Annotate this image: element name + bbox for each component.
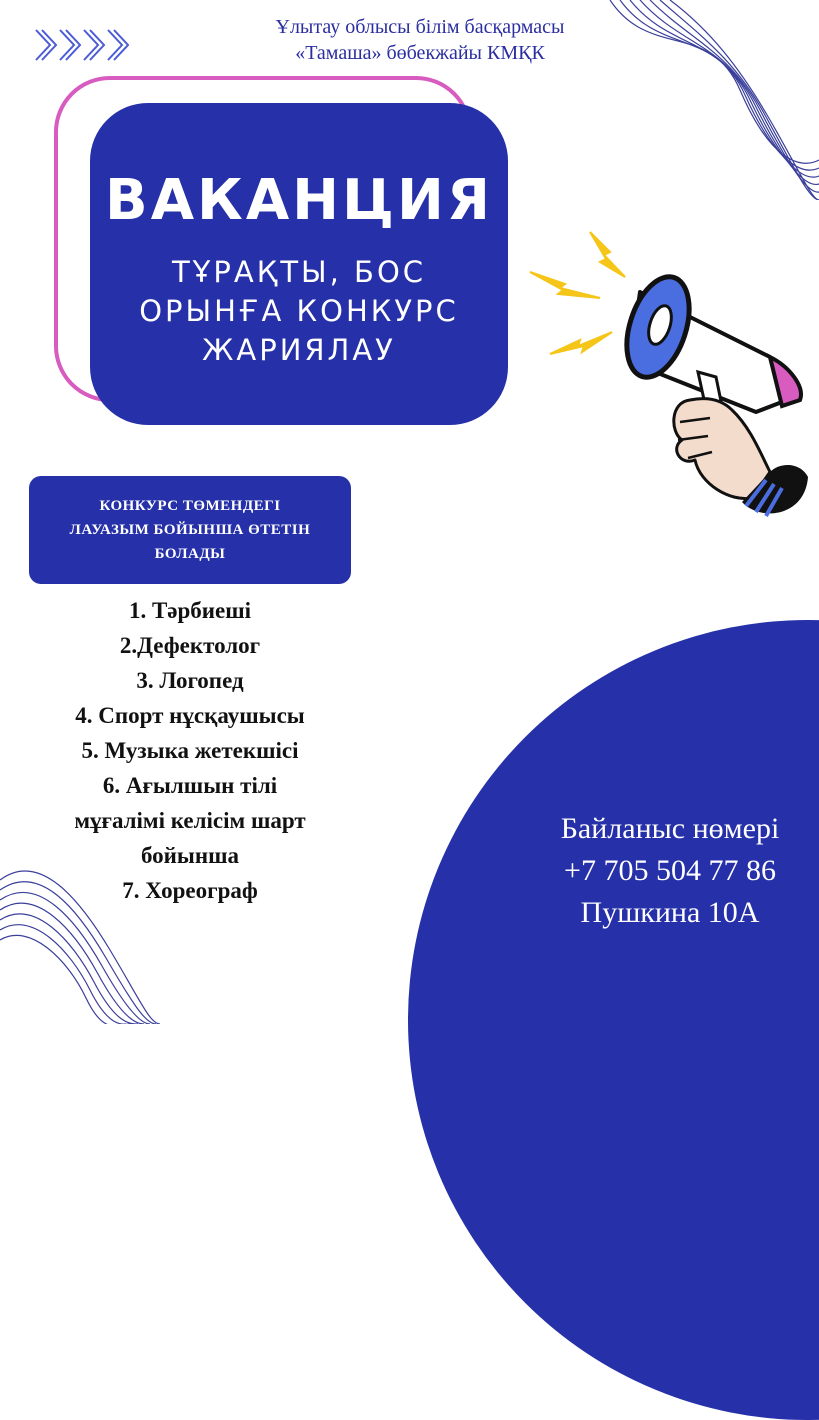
positions-header-line-3: БОЛАДЫ <box>154 546 226 562</box>
wave-lines-bottom-left <box>0 840 160 1024</box>
position-item: бойынша <box>140 843 240 868</box>
organization-name-line-2: «Тамаша» бөбекжайы КМҚК <box>295 42 545 64</box>
position-item: мұғалімі келісім шарт <box>74 808 306 833</box>
positions-header-line-1: КОНКУРС ТӨМЕНДЕГІ <box>99 498 281 514</box>
vacancy-title: ВАКАНЦИЯ <box>105 168 493 233</box>
position-item: 2.Дефектолог <box>119 633 261 658</box>
contact-label: Байланыс нөмері <box>560 812 780 845</box>
contact-phone: +7 705 504 77 86 <box>564 854 776 887</box>
banner-subtitle-line-1: ТҰРАҚТЫ, БОС <box>171 255 427 289</box>
position-item: 7. Хореограф <box>122 878 258 903</box>
position-item: 5. Музыка жетекшісі <box>81 738 299 763</box>
organization-name-line-1: Ұлытау облысы білім басқармасы <box>275 16 565 38</box>
chevrons-icon <box>34 28 130 62</box>
position-item: 1. Тәрбиеші <box>128 598 252 623</box>
banner-subtitle-line-3: ЖАРИЯЛАУ <box>202 333 396 367</box>
contact-address: Пушкина 10А <box>580 896 760 929</box>
position-item: 4. Спорт нұсқаушысы <box>75 703 305 728</box>
banner-subtitle-line-2: ОРЫНҒА КОНКУРС <box>139 294 459 328</box>
contact-circle-background <box>408 620 819 1420</box>
megaphone-icon <box>520 222 810 532</box>
position-item: 3. Логопед <box>136 668 244 693</box>
positions-header-line-2: ЛАУАЗЫМ БОЙЫНША ӨТЕТІН <box>69 522 311 538</box>
position-item: 6. Ағылшын тілі <box>102 773 278 798</box>
